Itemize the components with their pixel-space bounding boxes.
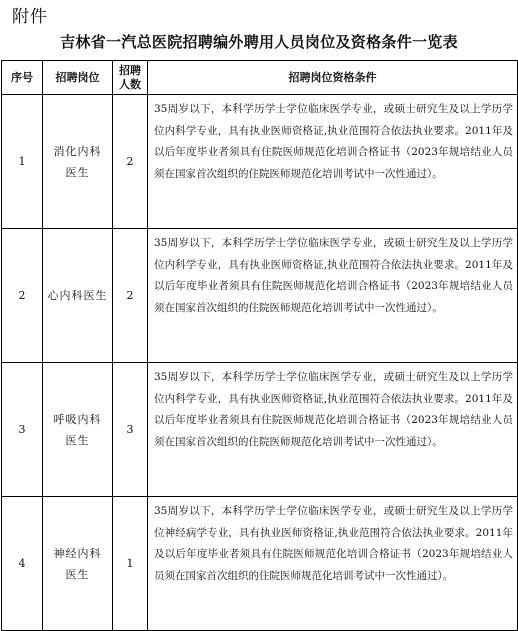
- header-count: [113, 61, 148, 95]
- row-count: 1: [113, 497, 148, 631]
- table-row: [2, 363, 518, 497]
- table-row: [2, 497, 518, 631]
- annex-label: 附件: [12, 7, 48, 27]
- row-requirements: 35周岁以下，本科学历学士学位临床医学专业，或硕士研究生及以上学历学位神经病学专业，具有执业医师资格证,执业范围符合依法执业要求。2011年及以后年度毕业者须具有住院医师规范化培训合格证书（2023年规培结业人员须在国家首次组织的住院医师规范化培训考试中一次性通过）。: [148, 497, 518, 631]
- row-no: 1: [2, 95, 43, 229]
- row-requirements: 35周岁以下，本科学历学士学位临床医学专业，或硕士研究生及以上学历学位内科学专业，具有执业医师资格证,执业范围符合依法执业要求。2011年及以后年度毕业者须具有住院医师规范化培训合格证书（2023年规培结业人员须在国家首次组织的住院医师规范化培训考试中一次性通过）。: [148, 229, 518, 363]
- table-row: [2, 229, 518, 363]
- positions-table: [1, 60, 518, 631]
- header-no: 序号: [2, 61, 43, 95]
- row-requirements: 35周岁以下，本科学历学士学位临床医学专业，或硕士研究生及以上学历学位内科学专业，具有执业医师资格证,执业范围符合依法执业要求。2011年及以后年度毕业者须具有住院医师规范化培训合格证书（2023年规培结业人员须在国家首次组织的住院医师规范化培训考试中一次性通过）。: [148, 363, 518, 497]
- row-count: 2: [113, 229, 148, 363]
- row-requirements: 35周岁以下，本科学历学士学位临床医学专业，或硕士研究生及以上学历学位内科学专业，具有执业医师资格证,执业范围符合依法执业要求。2011年及以后年度毕业者须具有住院医师规范化培训合格证书（2023年规培结业人员须在国家首次组织的住院医师规范化培训考试中一次性通过）。: [148, 95, 518, 229]
- row-position: [43, 95, 113, 229]
- row-position: [43, 363, 113, 497]
- row-no: 2: [2, 229, 43, 363]
- row-position: [43, 229, 113, 363]
- row-no: 3: [2, 363, 43, 497]
- row-position: [43, 497, 113, 631]
- row-position-text: 心内科医生: [47, 289, 108, 302]
- header-count-text: 招聘 人数: [119, 63, 141, 91]
- row-count: 2: [113, 95, 148, 229]
- row-position-text: 神经内科 医生: [53, 546, 102, 581]
- header-requirements: 招聘岗位资格条件: [148, 61, 518, 95]
- row-count: 3: [113, 363, 148, 497]
- page-title: 吉林省一汽总医院招聘编外聘用人员岗位及资格条件一览表: [60, 33, 458, 51]
- row-position-text: 呼吸内科 医生: [53, 412, 102, 447]
- header-position: 招聘岗位: [43, 61, 113, 95]
- table-row: [2, 95, 518, 229]
- table-header-row: [2, 61, 518, 95]
- row-position-text: 消化内科 医生: [53, 144, 102, 179]
- row-no: 4: [2, 497, 43, 631]
